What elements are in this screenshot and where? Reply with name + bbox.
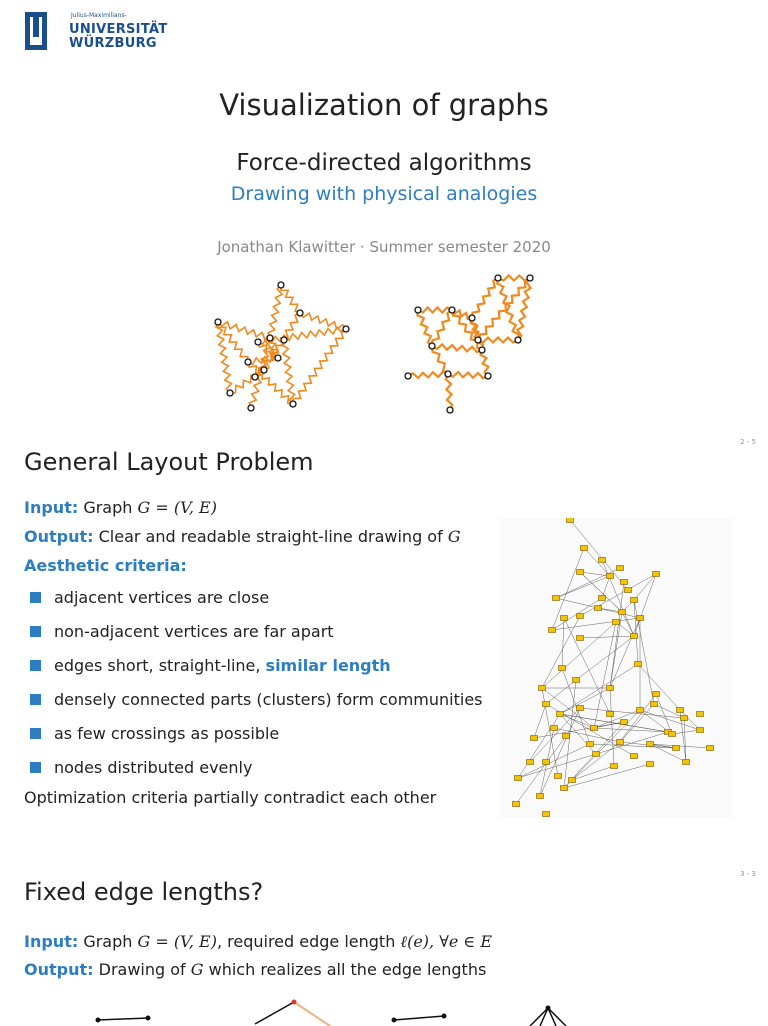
output-line xyxy=(24,527,461,546)
network-node xyxy=(543,812,550,817)
network-node xyxy=(595,606,602,611)
bullet-text: densely connected parts (clusters) form communities xyxy=(54,690,483,709)
spring-edge xyxy=(218,322,270,340)
output-text: Drawing of xyxy=(98,960,191,979)
network-node xyxy=(577,570,584,575)
graph-node xyxy=(405,373,411,379)
graph-node xyxy=(429,343,435,349)
bullet-highlight: similar length xyxy=(265,656,391,675)
logo-small-text: Julius-Maximilians- xyxy=(71,12,127,19)
bullet-item xyxy=(30,758,252,777)
logo-line2: WÜRZBURG xyxy=(69,36,157,51)
network-node xyxy=(669,732,676,737)
network-node xyxy=(591,726,598,731)
graph-node xyxy=(227,390,233,396)
spring-edge xyxy=(446,374,452,410)
output-label: Output: xyxy=(24,960,94,979)
graph-node xyxy=(255,339,261,345)
bullet-item xyxy=(30,588,269,607)
page-number: 2 - 5 xyxy=(740,438,756,446)
network-node xyxy=(587,742,594,747)
bullet-text: non-adjacent vertices are far apart xyxy=(54,622,334,641)
network-node xyxy=(619,610,626,615)
graph-node xyxy=(445,371,451,377)
spring-edge xyxy=(418,308,452,313)
spring-edge xyxy=(472,278,498,318)
output-math: G xyxy=(447,527,461,546)
network-node xyxy=(543,702,550,707)
network-node xyxy=(569,778,576,783)
spring-edge xyxy=(268,285,282,338)
input-line xyxy=(24,498,217,517)
logo-mark-icon xyxy=(25,12,47,50)
network-node xyxy=(683,760,690,765)
spring-edge xyxy=(497,278,519,340)
network-node xyxy=(651,702,658,707)
input-label: Input: xyxy=(24,498,79,517)
spring-edge xyxy=(282,340,295,404)
bullet-text: nodes distributed evenly xyxy=(54,758,253,777)
network-node xyxy=(561,616,568,621)
network-node xyxy=(707,746,714,751)
slide-subtitle: Force-directed algorithms xyxy=(236,150,532,176)
network-node xyxy=(593,752,600,757)
network-node xyxy=(577,636,584,641)
network-node xyxy=(581,546,588,551)
input-text2: , required edge length xyxy=(216,932,401,951)
network-node xyxy=(577,706,584,711)
bullet-text: edges short, straight-line, xyxy=(54,656,266,675)
input-text: Graph xyxy=(83,498,138,517)
bullet-item xyxy=(30,656,391,675)
graph-node xyxy=(278,282,284,288)
network-node xyxy=(637,616,644,621)
slide-subsubtitle: Drawing with physical analogies xyxy=(230,183,538,205)
graph-node xyxy=(479,347,485,353)
input-line xyxy=(24,932,492,952)
graph-node xyxy=(495,275,501,281)
spring-edge xyxy=(478,338,518,343)
spring-edge xyxy=(432,310,452,346)
network-node xyxy=(631,634,638,639)
criteria-label-text: Aesthetic criteria: xyxy=(24,556,187,575)
network-node xyxy=(599,596,606,601)
output-text: Clear and readable straight-line drawing of xyxy=(98,527,448,546)
network-node xyxy=(673,746,680,751)
network-node xyxy=(617,740,624,745)
network-node xyxy=(527,760,534,765)
network-node xyxy=(631,598,638,603)
spring-graph-left xyxy=(216,285,346,408)
logo-line1: UNIVERSITÄT xyxy=(69,22,168,37)
graph-node xyxy=(415,307,421,313)
network-node xyxy=(617,566,624,571)
input-text: Graph xyxy=(83,932,138,951)
network-node xyxy=(573,678,580,683)
graph-node xyxy=(343,326,349,332)
network-node xyxy=(653,572,660,577)
slide-heading: Fixed edge lengths? xyxy=(24,878,264,906)
spring-edge xyxy=(230,370,264,393)
network-node xyxy=(555,774,562,779)
graph-node xyxy=(248,405,254,411)
network-node xyxy=(531,736,538,741)
footer-text: Optimization criteria partially contradict each other xyxy=(24,788,437,807)
slide-title: Visualization of graphs xyxy=(219,88,549,122)
graph-node xyxy=(297,310,303,316)
graph-node xyxy=(527,275,533,281)
network-node xyxy=(539,686,546,691)
page-number: 3 - 3 xyxy=(740,870,756,878)
output-text2: which realizes all the edge lengths xyxy=(203,960,487,979)
graph-node xyxy=(469,315,475,321)
network-node xyxy=(611,764,618,769)
network-node xyxy=(549,628,556,633)
network-node xyxy=(697,712,704,717)
criteria-label xyxy=(24,556,187,575)
university-logo xyxy=(25,10,168,54)
network-node xyxy=(537,794,544,799)
graph-node xyxy=(252,374,258,380)
network-node xyxy=(647,762,654,767)
graph-node xyxy=(215,319,221,325)
network-node xyxy=(677,708,684,713)
bullet-item xyxy=(30,690,483,709)
spring-edge xyxy=(432,344,482,352)
network-node xyxy=(607,686,614,691)
input-label: Input: xyxy=(24,932,79,951)
edge-length-examples xyxy=(0,990,768,1026)
spring-edge xyxy=(281,285,300,313)
network-node xyxy=(551,726,558,731)
network-node xyxy=(553,596,560,601)
graph-node xyxy=(475,337,481,343)
fixed-edge-slide xyxy=(0,850,768,1024)
graph-node xyxy=(485,373,491,379)
output-line xyxy=(24,960,486,979)
title-slide xyxy=(0,0,768,430)
graph-node xyxy=(267,335,273,341)
network-node xyxy=(637,708,644,713)
layout-problem-slide xyxy=(0,430,768,850)
network-node xyxy=(561,786,568,791)
network-node xyxy=(621,720,628,725)
network-node xyxy=(577,614,584,619)
network-node xyxy=(515,776,522,781)
network-node xyxy=(697,728,704,733)
network-node xyxy=(599,558,606,563)
output-math: G xyxy=(190,960,204,979)
author-line: Jonathan Klawitter · Summer semester 2020 xyxy=(217,238,551,256)
graph-node xyxy=(281,337,287,343)
network-node xyxy=(607,574,614,579)
spring-edge xyxy=(432,346,448,374)
network-node xyxy=(557,712,564,717)
network-node xyxy=(631,754,638,759)
network-node xyxy=(559,666,566,671)
network-node xyxy=(621,580,628,585)
network-node xyxy=(567,518,574,523)
graph-node xyxy=(515,337,521,343)
network-node xyxy=(625,588,632,593)
network-node xyxy=(647,742,654,747)
graph-node xyxy=(275,355,281,361)
graph-node xyxy=(447,407,453,413)
network-node xyxy=(681,716,688,721)
network-node xyxy=(513,802,520,807)
output-label: Output: xyxy=(24,527,94,546)
spring-edge xyxy=(481,350,489,376)
bullet-item xyxy=(30,724,279,743)
network-node xyxy=(563,734,570,739)
graph-node xyxy=(245,359,251,365)
network-graph-illustration xyxy=(500,518,732,818)
network-node xyxy=(543,760,550,765)
bullet-item xyxy=(30,622,334,641)
network-node xyxy=(613,620,620,625)
spring-edge xyxy=(300,313,346,329)
slide-heading: General Layout Problem xyxy=(24,448,314,476)
network-node xyxy=(607,712,614,717)
network-node xyxy=(635,662,642,667)
spring-graph-illustration xyxy=(0,270,768,420)
input-math2: ℓ(e), ∀e ∈ E xyxy=(400,932,493,951)
spring-edge xyxy=(417,310,432,346)
input-math: G = (V, E) xyxy=(137,498,217,517)
bullet-text: adjacent vertices are close xyxy=(54,588,270,607)
spring-edge xyxy=(293,329,346,404)
input-math: G = (V, E) xyxy=(137,932,217,951)
spring-edge xyxy=(448,372,488,378)
bullet-text: as few crossings as possible xyxy=(54,724,280,743)
spring-graph-right xyxy=(408,276,531,411)
network-node xyxy=(653,692,660,697)
graph-node xyxy=(449,307,455,313)
graph-node xyxy=(290,401,296,407)
spring-edge xyxy=(408,372,448,378)
graph-node xyxy=(261,367,267,373)
